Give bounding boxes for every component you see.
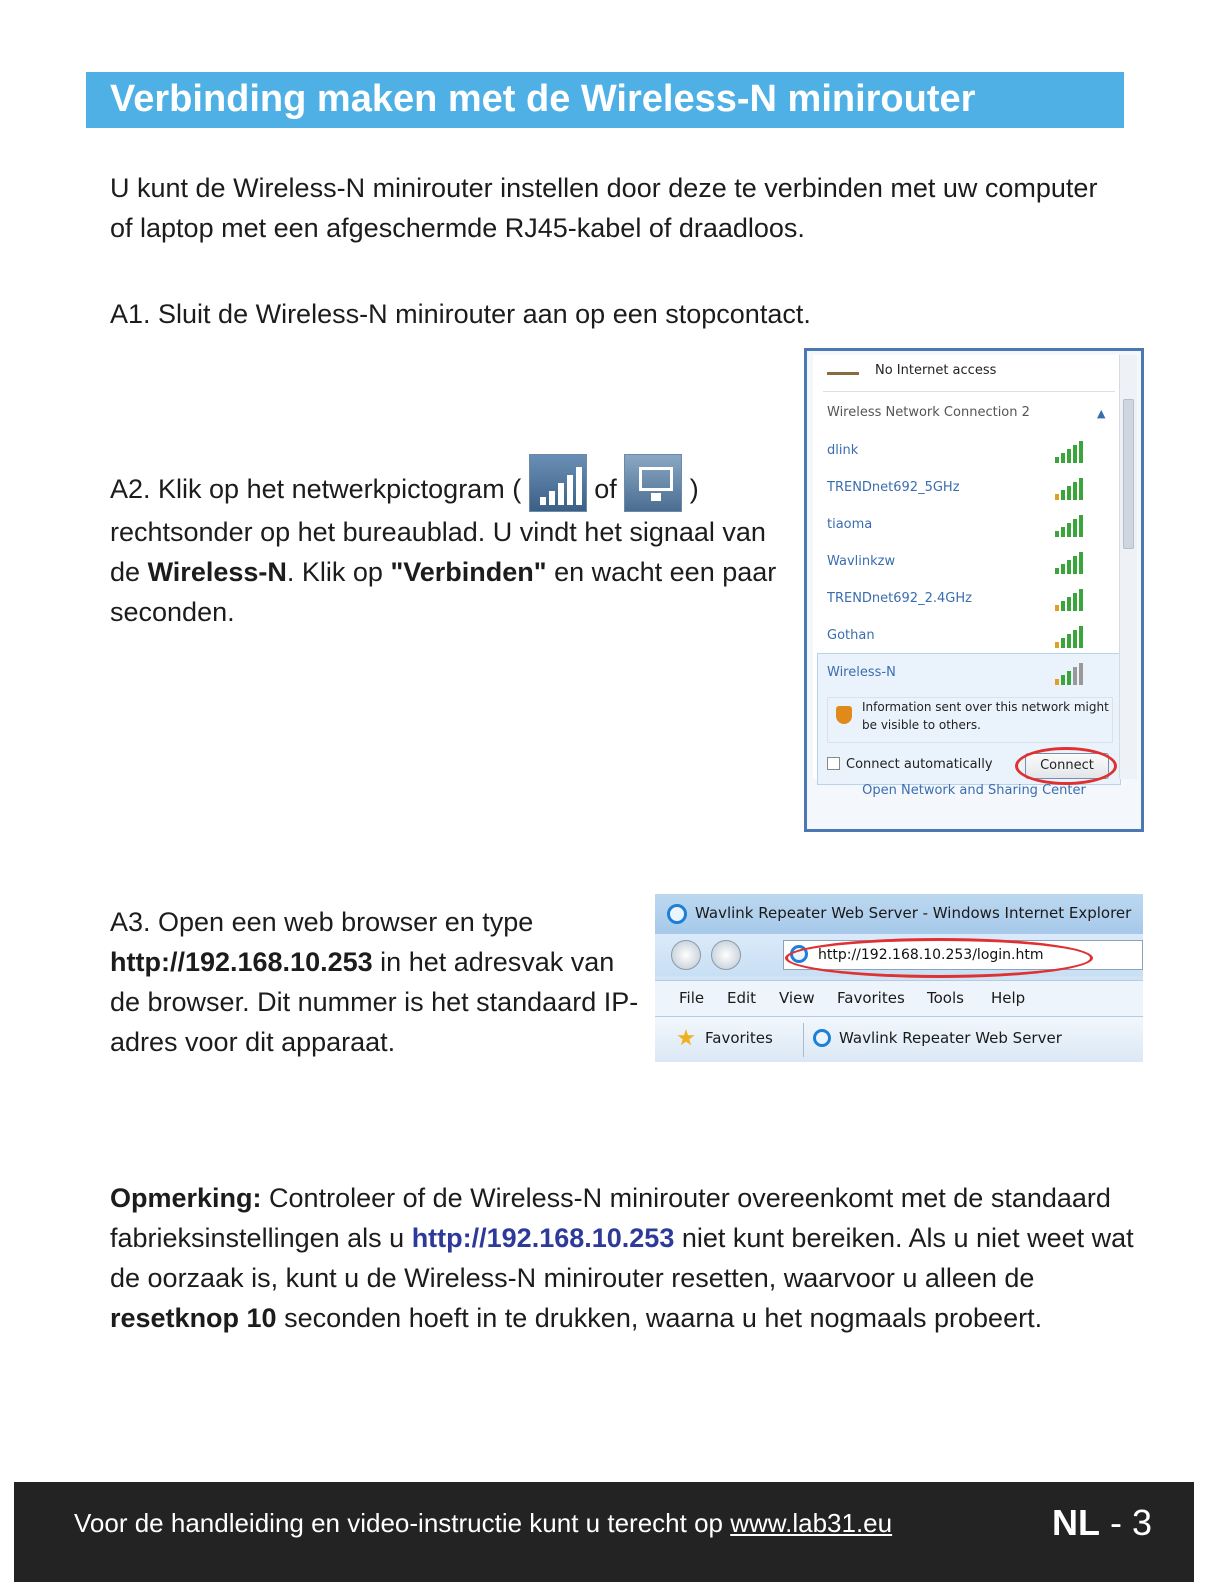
browser-window-title: Wavlink Repeater Web Server - Windows Internet Explorer	[695, 904, 1132, 922]
signal-bars-icon	[529, 454, 587, 512]
tab-ie-icon	[813, 1029, 831, 1047]
security-warning: Information sent over this network might be visible to others.	[827, 697, 1113, 743]
back-button[interactable]	[671, 940, 701, 970]
connect-button[interactable]: Connect	[1025, 753, 1109, 779]
secured-signal-icon	[1055, 587, 1085, 611]
page-footer	[14, 1482, 1194, 1582]
intro-paragraph: U kunt de Wireless-N minirouter instellen door deze te verbinden met uw computer of laptop met een afgeschermde RJ45-kabel of draadloos.	[110, 173, 1098, 243]
scrollbar-thumb[interactable]	[1123, 399, 1134, 549]
connection-header: Wireless Network Connection 2	[827, 405, 1030, 420]
network-item-wavlinkzw[interactable]: Wavlinkzw	[827, 554, 896, 569]
menu-edit[interactable]: Edit	[727, 989, 757, 1007]
signal-strength-icon	[1055, 439, 1085, 463]
ip-link[interactable]: http://192.168.10.253	[411, 1223, 675, 1253]
ie-logo-icon	[667, 904, 687, 924]
network-item-tiaoma[interactable]: tiaoma	[827, 517, 873, 532]
menu-favorites[interactable]: Favorites	[837, 989, 905, 1007]
network-item-dlink[interactable]: dlink	[827, 443, 859, 458]
favorites-button[interactable]: Favorites	[705, 1029, 773, 1047]
forward-button[interactable]	[711, 940, 741, 970]
step-a1: A1. Sluit de Wireless-N minirouter aan op een stopcontact.	[110, 299, 811, 329]
secured-signal-icon	[1055, 476, 1085, 500]
menu-tools[interactable]: Tools	[927, 989, 964, 1007]
network-item-wireless-n[interactable]: Wireless-N	[827, 665, 896, 680]
network-list	[813, 355, 1123, 779]
scrollbar[interactable]	[1119, 355, 1137, 779]
page-number: NL - 3	[1051, 1502, 1152, 1543]
favorites-star-icon	[677, 1029, 695, 1047]
secured-signal-icon	[1055, 624, 1085, 648]
title-banner	[86, 72, 1124, 128]
step-a3: A3. Open een web browser en type http://192.168.10.253 in het adresvak van de browser. Dit nummer is het standaard IP-adres voor dit apparaat.	[110, 907, 639, 1057]
checkbox-icon[interactable]	[827, 757, 840, 770]
highlight-ring	[785, 938, 1093, 978]
connect-automatically-checkbox[interactable]: Connect automatically	[827, 757, 993, 772]
wifi-network-popup	[804, 348, 1144, 832]
secured-signal-icon	[1055, 661, 1085, 685]
menu-file[interactable]: File	[679, 989, 705, 1007]
address-bar[interactable]: http://192.168.10.253/login.htm	[783, 940, 1143, 970]
menu-view[interactable]: View	[779, 989, 815, 1007]
browser-tab[interactable]: Wavlink Repeater Web Server	[839, 1029, 1062, 1047]
network-item-trendnet-24ghz[interactable]: TRENDnet692_2.4GHz	[827, 591, 972, 606]
footer-url-link[interactable]: www.lab31.eu	[730, 1508, 893, 1538]
browser-title-bar	[655, 894, 1143, 934]
network-item-trendnet-5ghz[interactable]: TRENDnet692_5GHz	[827, 480, 960, 495]
network-status: No Internet access	[875, 363, 997, 378]
footer-text: Voor de handleiding en video-instructie kunt u terecht op www.lab31.eu	[74, 1508, 893, 1538]
signal-strength-icon	[1055, 513, 1085, 537]
menu-bar	[655, 980, 1143, 1016]
warning-shield-icon	[836, 706, 852, 724]
wired-network-icon	[624, 454, 682, 512]
page-title: Verbinding maken met de Wireless-N minirouter	[110, 78, 976, 120]
signal-strength-icon	[1055, 550, 1085, 574]
menu-help[interactable]: Help	[991, 989, 1026, 1007]
network-status-icon	[827, 361, 859, 375]
highlight-ring	[1015, 747, 1117, 785]
collapse-chevron-icon[interactable]: ▲	[1097, 407, 1106, 420]
network-item-gothan[interactable]: Gothan	[827, 628, 875, 643]
open-network-center-link[interactable]: Open Network and Sharing Center	[862, 783, 1086, 798]
note-paragraph: Opmerking: Controleer of de Wireless-N minirouter overeenkomt met de standaard fabrieksinstellingen als u http://192.168.10.253 niet kunt bereiken. Als u niet weet wat de oorzaak is, kunt u de Wireless-N minirouter resetten, waarvoor u alleen de resetknop 10 seconden hoeft in te drukken, waarna u het nogmaals probeert.	[110, 1183, 1134, 1333]
step-a2: A2. Klik op het netwerkpictogram ( of ) rechtsonder op het bureaublad. U vindt het signaal van de Wireless-N. Klik op "Verbinden" en wacht een paar seconden.	[110, 454, 790, 632]
favorites-bar	[655, 1016, 1143, 1062]
browser-window	[655, 894, 1143, 1062]
